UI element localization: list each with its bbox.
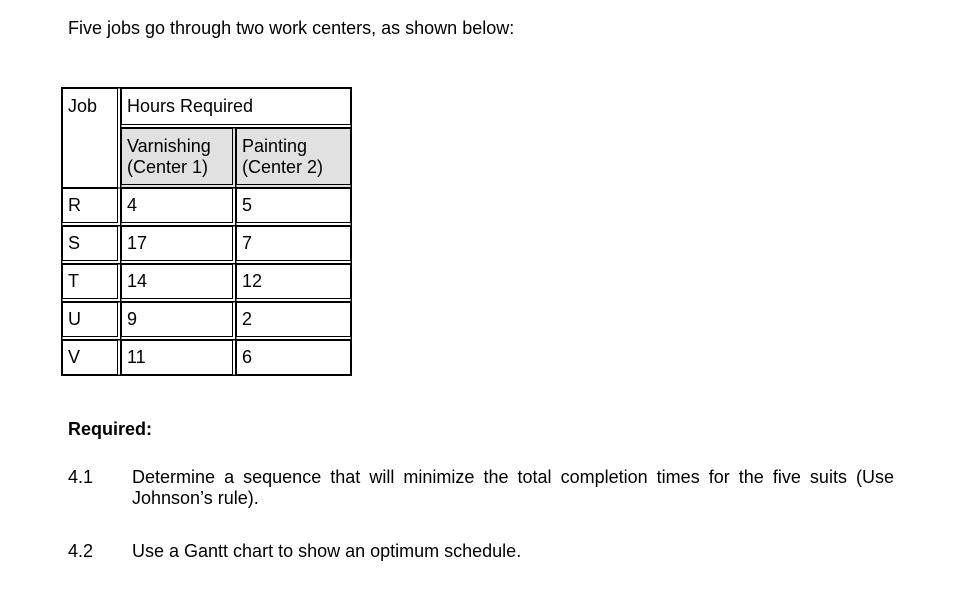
center2-hours-cell: 7 [236,226,351,264]
job-cell: T [62,264,121,302]
center2-hours-cell: 6 [236,340,351,375]
center2-hours-cell: 12 [236,264,351,302]
center2-header [236,128,351,188]
center1-header [121,128,236,188]
hours-required-header: Hours Required [121,88,351,128]
center1-hours-cell: 4 [121,188,236,226]
center2-hours-cell: 2 [236,302,351,340]
center1-hours-cell: 17 [121,226,236,264]
intro-text: Five jobs go through two work centers, as shown below: [68,18,515,38]
center1-header-line1: Varnishing [127,135,211,156]
job-cell: V [62,340,121,375]
job-cell: U [62,302,121,340]
table-row [62,302,351,340]
center1-hours-cell: 14 [121,264,236,302]
jobs-table [61,87,352,376]
job-column-header: Job [62,88,121,188]
question-text: Use a Gantt chart to show an optimum schedule. [132,541,522,561]
question-number: 4.1 [68,467,94,487]
center2-hours-cell: 5 [236,188,351,226]
table-row [62,226,351,264]
table-header-row [62,88,351,128]
job-cell: S [62,226,121,264]
center2-header-line1: Painting [242,135,308,156]
table-row [62,264,351,302]
table-row [62,188,351,226]
question-number: 4.2 [68,541,94,561]
center1-header-line2: (Center 1) [127,156,209,177]
question-text: Determine a sequence that will minimize the total completion times for the five suits (Use Johnson’s rule). [132,467,894,508]
center1-hours-cell: 11 [121,340,236,375]
job-cell: R [62,188,121,226]
center1-hours-cell: 9 [121,302,236,340]
required-heading: Required: [68,419,153,439]
center2-header-line2: (Center 2) [242,156,324,177]
table-row [62,340,351,375]
